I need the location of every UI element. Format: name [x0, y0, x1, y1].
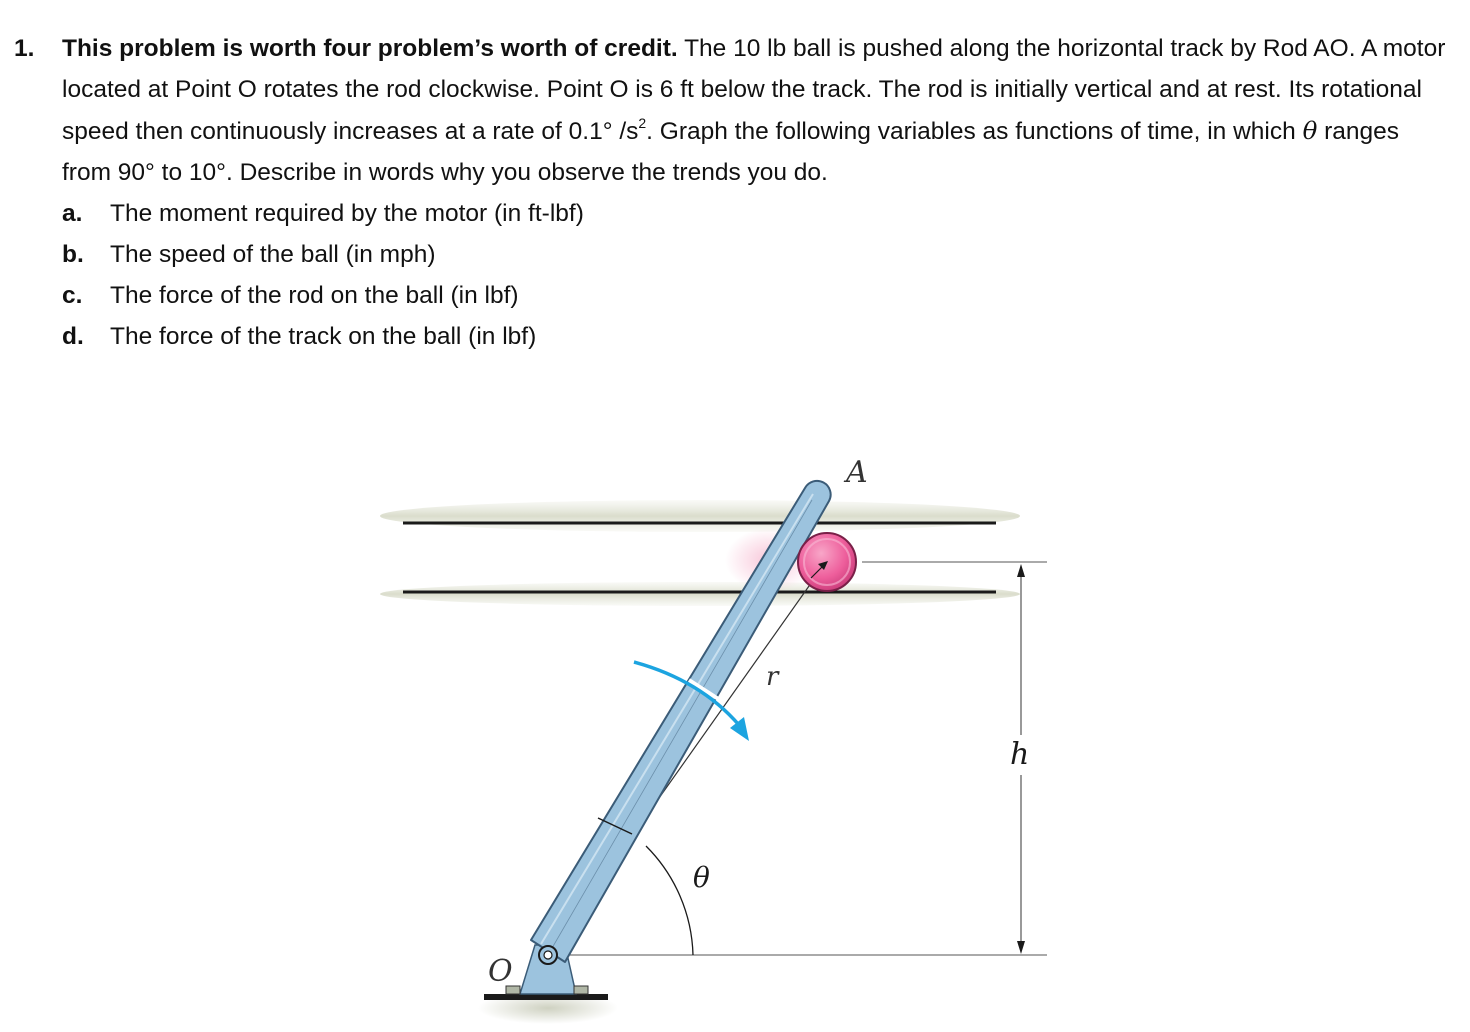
pivot-pin-center: [544, 951, 552, 959]
subpart-letter: a.: [62, 200, 83, 227]
subpart-letter: b.: [62, 241, 84, 268]
h-arrow-bottom: [1017, 941, 1025, 954]
rod-AO: [531, 481, 831, 962]
subpart-text: The force of the rod on the ball (in lbf): [110, 282, 519, 309]
label-theta: θ: [693, 861, 710, 894]
problem-text-part1: The 10 lb ball is pushed along the horizontal track by Rod AO. A motor located at Point O rotates the rod clockwise. Point O is 6 ft below the track. The rod is initially vertical and at rest. Its rotational speed then continuously increases at a rate of 0.1° /s: [62, 35, 1446, 145]
subpart-text: The moment required by the motor (in ft-lbf): [110, 200, 584, 227]
problem-text-part3: ranges from 90° to 10°. Describe in words why you observe the trends you do.: [62, 118, 1400, 186]
subpart-letter: c.: [62, 282, 83, 309]
problem-number: 1.: [14, 35, 35, 62]
label-A: A: [846, 455, 868, 490]
problem-superscript: 2: [638, 114, 647, 131]
subpart-letter: d.: [62, 323, 84, 350]
label-O: O: [488, 954, 513, 989]
lower-track-shadow: [380, 582, 1020, 606]
subpart-text: The force of the track on the ball (in lbf): [110, 323, 537, 350]
problem-text-part2: . Graph the following variables as functions of time, in which: [646, 118, 1303, 145]
subpart-text: The speed of the ball (in mph): [110, 241, 436, 268]
label-h: h: [1010, 737, 1030, 772]
problem-bold-lead: This problem is worth four problem’s worth of credit.: [62, 35, 678, 62]
problem-theta-symbol: θ: [1302, 116, 1318, 145]
label-r: r: [766, 662, 779, 692]
upper-track-shadow: [380, 500, 1020, 532]
h-arrow-top: [1017, 564, 1025, 577]
theta-arc: [646, 846, 693, 955]
